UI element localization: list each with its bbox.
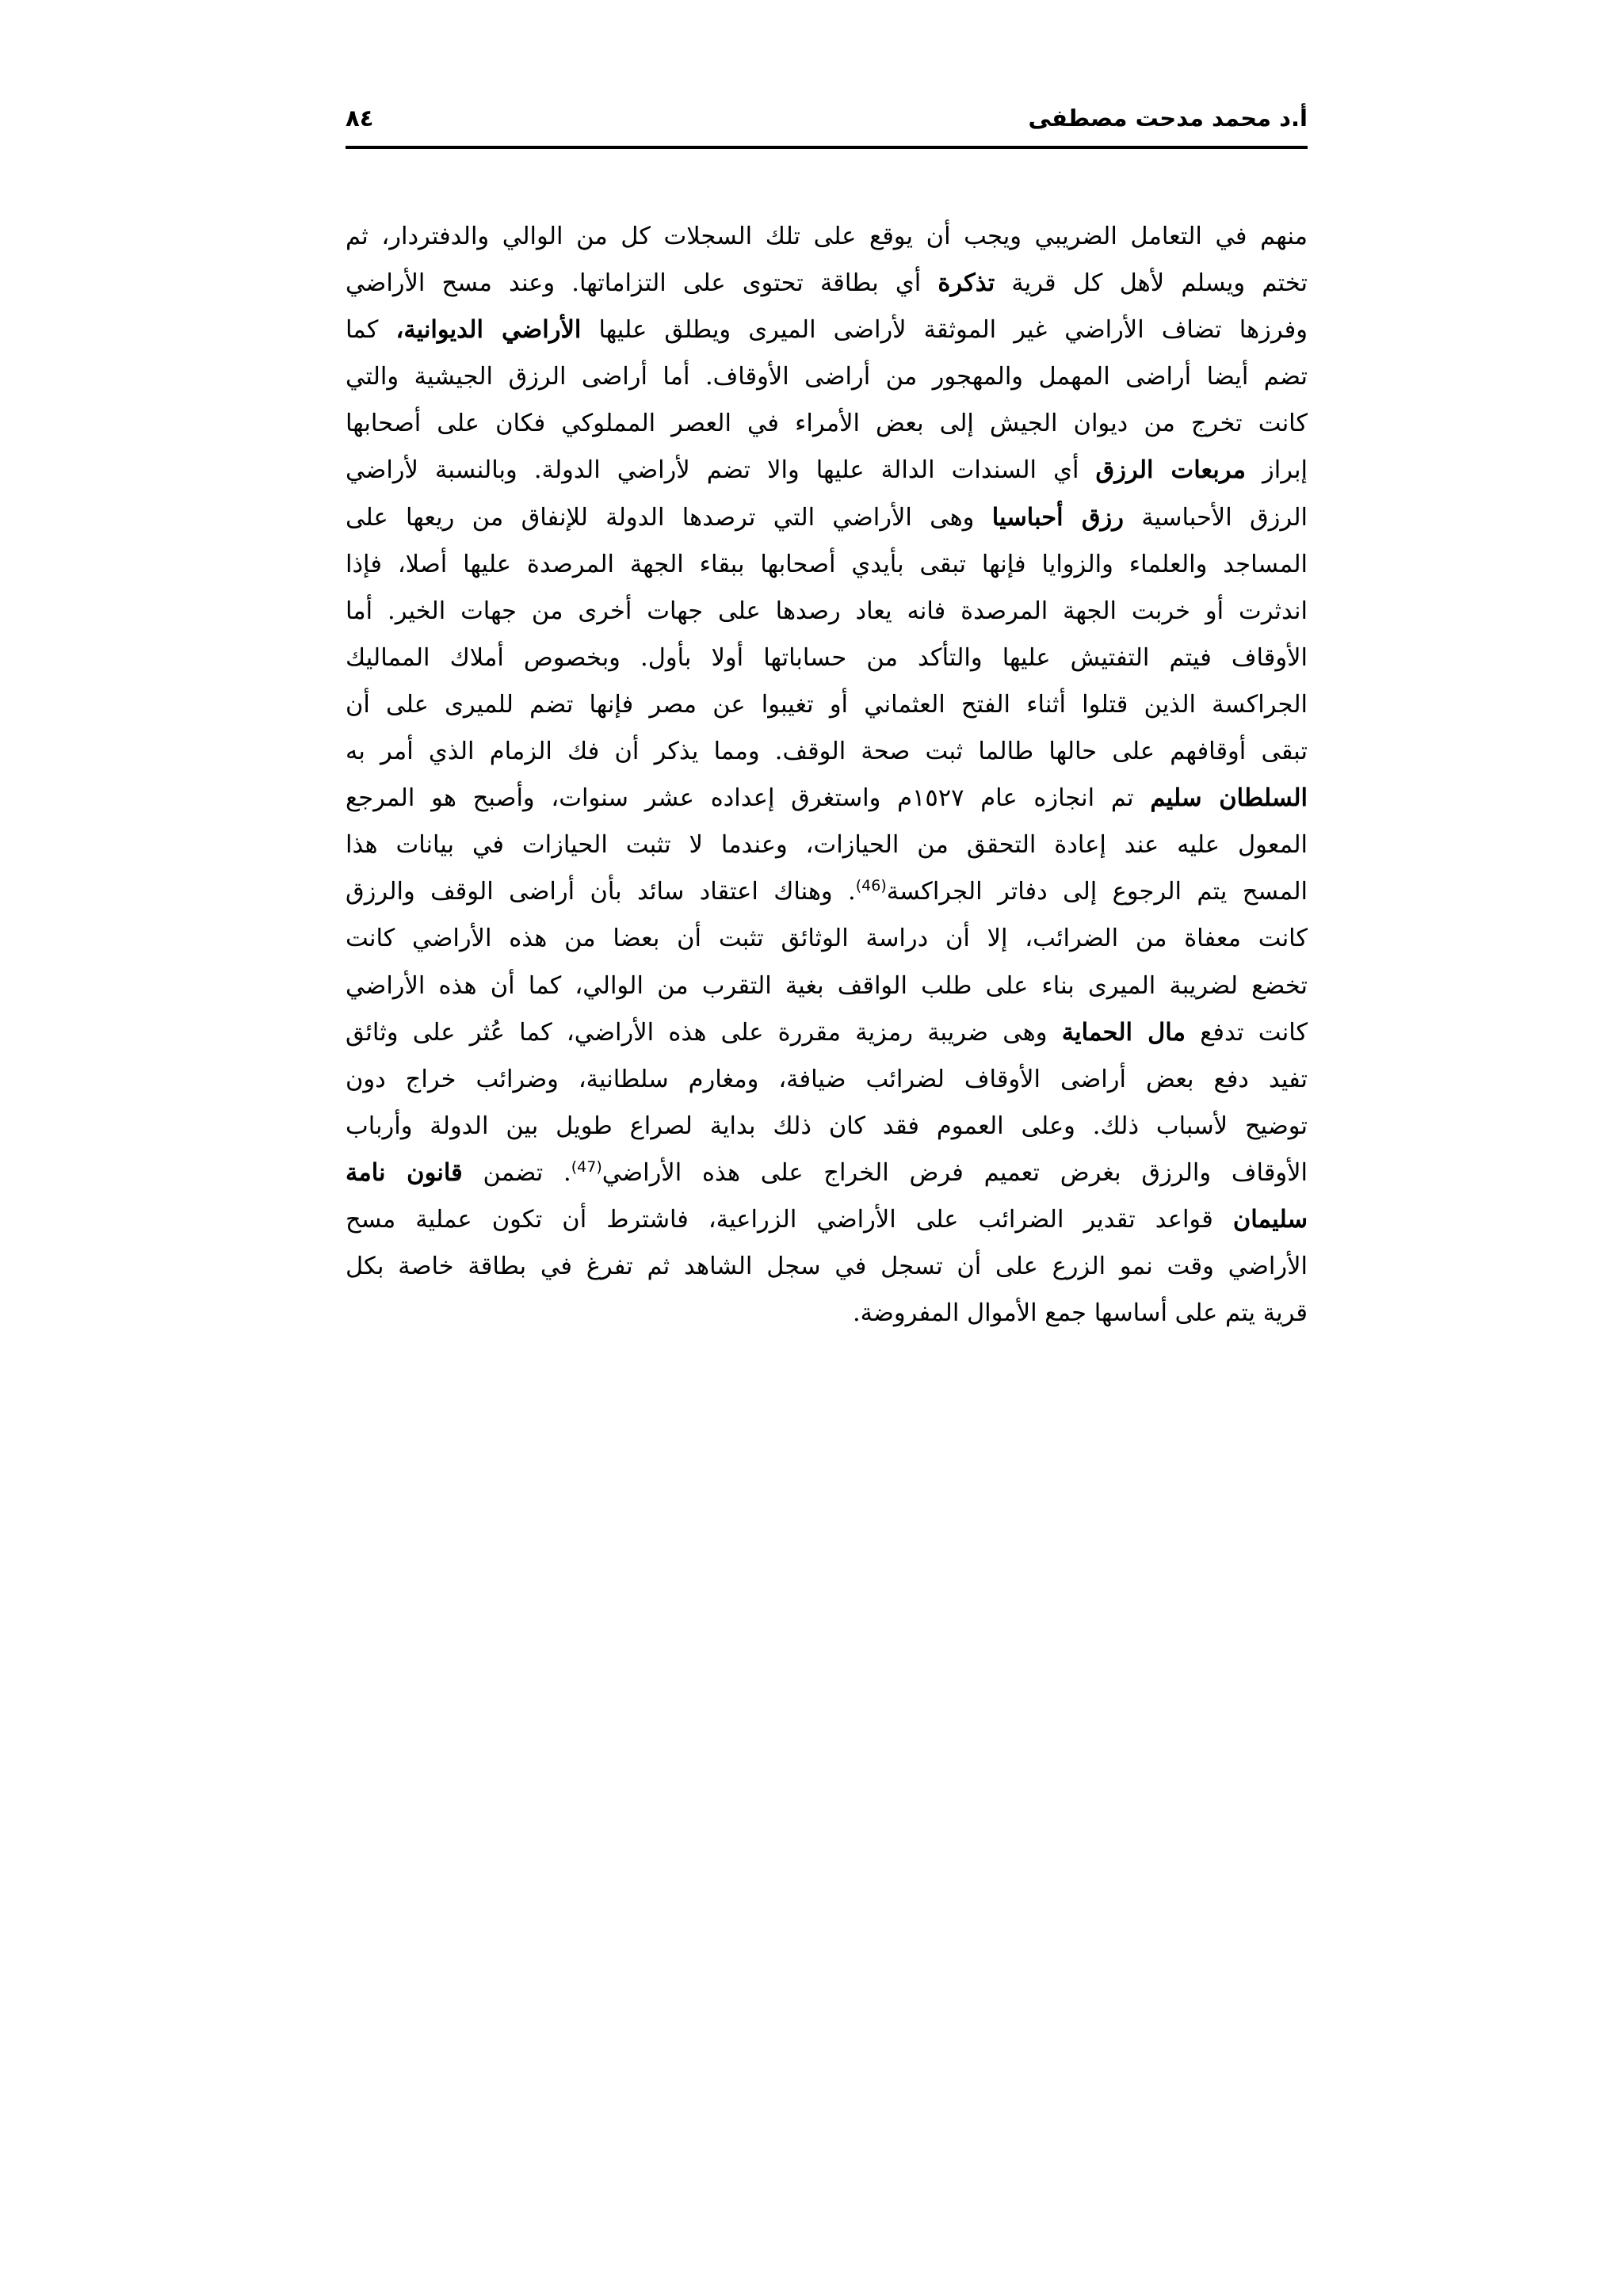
text-run: تبقى أوقافهم على حالها طالما ثبت صحة الوقف. ومما يذكر أن فك الزمام الذي أمر به: [346, 738, 1308, 766]
bold-term: مربعات الرزق: [1095, 456, 1246, 485]
text-line: [346, 447, 1308, 494]
text-run: أي السندات الدالة عليها والا تضم لأراضي الدولة. وبالنسبة لأراضي: [346, 456, 1096, 485]
text-run: كانت معفاة من الضرائب، إلا أن دراسة الوثائق تثبت أن بعضا من هذه الأراضي كانت: [346, 925, 1308, 953]
text-run: الأوقاف فيتم التفتيش عليها والتأكد من حساباتها أولا بأول. وبخصوص أملاك المماليك: [346, 643, 1308, 672]
text-run: كما: [346, 316, 396, 345]
text-line: [346, 353, 1308, 400]
text-run: إبراز: [1245, 456, 1308, 485]
text-run: منهم في التعامل الضريبي ويجب أن يوقع على تلك السجلات كل من الوالي والدفتردار، ثم: [346, 223, 1308, 250]
text-run: وهى الأراضي التي ترصدها الدولة للإنفاق من ريعها على: [346, 503, 992, 532]
text-line: [346, 1056, 1308, 1103]
text-line: [346, 681, 1308, 728]
text-line: [346, 1150, 1308, 1196]
text-line: [346, 541, 1308, 588]
text-run: تختم ويسلم لأهل كل قرية: [995, 269, 1308, 298]
header-author: أ.د محمد مدحت مصطفى: [1028, 105, 1308, 132]
text-line: [346, 1103, 1308, 1150]
text-run: تفيد دفع بعض أراضى الأوقاف لضرائب ضيافة، ومغارم سلطانية، وضرائب خراج دون: [346, 1065, 1308, 1093]
header-divider: [346, 146, 1308, 149]
text-line: [346, 588, 1308, 635]
text-run: تم انجازه عام ١٥٢٧م واستغرق إعداده عشر سنوات، وأصبح هو المرجع: [346, 784, 1151, 813]
page-number: ٨٤: [346, 105, 374, 132]
text-run: أي بطاقة تحتوى على التزاماتها. وعند مسح الأراضي: [346, 269, 938, 298]
footnote-reference: (47): [571, 1158, 602, 1176]
bold-term: مال الحماية: [1061, 1017, 1186, 1047]
text-line: [346, 822, 1308, 868]
text-run: المساجد والعلماء والزوايا فإنها تبقى بأيدي أصحابها ببقاء الجهة المرصدة عليها أصلا، فإذا: [346, 550, 1308, 578]
text-run: الأراضي وقت نمو الزرع على أن تسجل في سجل الشاهد ثم تفرغ في بطاقة خاصة بكل: [346, 1253, 1308, 1281]
text-line: [346, 1290, 1308, 1337]
text-run: تضم أيضا أراضى المهمل والمهجور من أراضى الأوقاف. أما أراضى الرزق الجيشية والتي: [346, 363, 1308, 391]
text-line: [346, 635, 1308, 681]
text-run: كانت تخرج من ديوان الجيش إلى بعض الأمراء في العصر المملوكي فكان على أصحابها: [346, 410, 1308, 438]
bold-term: قانون نامة: [346, 1158, 463, 1187]
bold-term: رزق أحباسيا: [991, 502, 1124, 532]
text-line: [346, 1243, 1308, 1290]
text-run: الرزق الأحباسية: [1124, 503, 1308, 532]
text-line: [346, 915, 1308, 962]
text-run: المسح يتم الرجوع إلى دفاتر الجراكسة: [886, 878, 1308, 906]
text-run: كانت تدفع: [1185, 1018, 1308, 1047]
text-run: الأوقاف والرزق بغرض تعميم فرض الخراج على هذه الأراضي: [601, 1158, 1308, 1187]
bold-term: السلطان سليم: [1150, 784, 1308, 813]
text-run: تخضع لضريبة الميرى بناء على طلب الواقف بغية التقرب من الوالي، كما أن هذه الأراضي: [346, 971, 1308, 1000]
text-run: . تضمن: [462, 1158, 571, 1187]
text-run: . وهناك اعتقاد سائد بأن أراضى الوقف والرزق: [346, 878, 856, 906]
text-line: [346, 775, 1308, 822]
text-line: [346, 1196, 1308, 1243]
text-run: الجراكسة الذين قتلوا أثناء الفتح العثماني أو تغيبوا عن مصر فإنها تضم للميرى على أن: [346, 690, 1308, 719]
text-line: [346, 260, 1308, 307]
text-run: المعول عليه عند إعادة التحقق من الحيازات، وعندما لا تثبت الحيازات في بيانات هذا: [346, 831, 1308, 860]
text-line: [346, 963, 1308, 1009]
text-run: قرية يتم على أساسها جمع الأموال المفروضة.: [852, 1299, 1308, 1328]
text-run: توضيح لأسباب ذلك. وعلى العموم فقد كان ذلك بداية لصراع طويل بين الدولة وأرباب: [346, 1112, 1308, 1140]
text-line: [346, 868, 1308, 915]
text-line: [346, 213, 1308, 260]
text-line: [346, 1009, 1308, 1056]
text-line: [346, 728, 1308, 775]
body-text: [346, 213, 1308, 1337]
text-run: وفرزها تضاف الأراضي غير الموثقة لأراضى الميرى ويطلق عليها: [581, 316, 1308, 345]
text-run: اندثرت أو خربت الجهة المرصدة فانه يعاد رصدها على جهات أخرى من جهات الخير. أما: [346, 597, 1308, 625]
page-header: [346, 101, 1308, 144]
text-run: وهى ضريبة رمزية مقررة على هذه الأراضي، كما عُثر على وثائق: [346, 1018, 1062, 1047]
text-line: [346, 307, 1308, 353]
bold-term: سليمان: [1232, 1204, 1308, 1234]
text-line: [346, 400, 1308, 447]
text-run: قواعد تقدير الضرائب على الأراضي الزراعية، فاشترط أن تكون عملية مسح: [346, 1205, 1233, 1234]
bold-term: الأراضي الديوانية،: [395, 315, 582, 345]
text-line: [346, 494, 1308, 541]
bold-term: تذكرة: [938, 269, 995, 298]
footnote-reference: (46): [855, 877, 887, 895]
